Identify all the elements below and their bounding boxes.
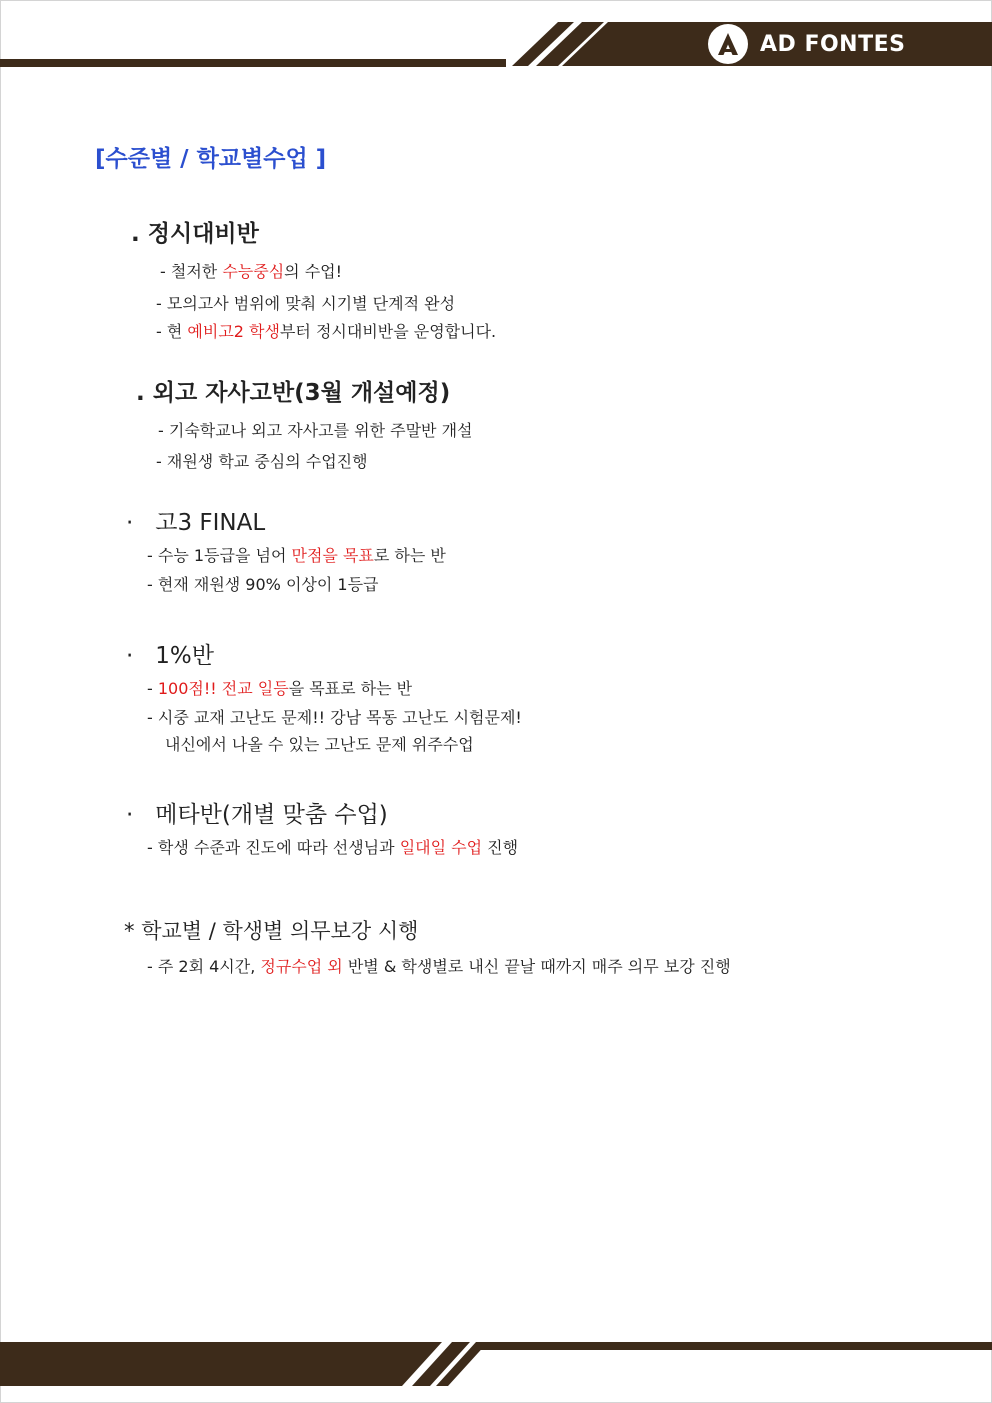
line-text: 의 수업! <box>284 262 343 281</box>
section-5-heading <box>126 796 388 829</box>
section-5-line-1 <box>147 835 518 858</box>
footer-band <box>0 1330 992 1403</box>
line-text: 반별 & 학생별로 내신 끝날 때까지 매주 의무 보강 진행 <box>342 957 731 976</box>
section-3-bullet: · <box>126 510 134 536</box>
section-1-line-2 <box>156 291 455 314</box>
line-text: - 현 <box>156 322 188 341</box>
section-5-bullet: · <box>126 802 134 828</box>
section-6-line-1 <box>147 954 731 977</box>
line-text: 내신에서 나올 수 있는 고난도 문제 위주수업 <box>165 735 474 754</box>
line-text: 부터 정시대비반을 운영합니다. <box>279 322 497 341</box>
section-4-line-1 <box>147 676 412 699</box>
header-band-strip <box>0 59 506 67</box>
line-text: - 재원생 학교 중심의 수업진행 <box>156 452 368 471</box>
highlight-text: 만점을 목표 <box>291 546 374 565</box>
page-title: [수준별 / 학교별수업 ] <box>95 146 327 172</box>
line-text: - 수능 1등급을 넘어 <box>147 546 292 565</box>
highlight-text: 수능중심 <box>222 262 285 281</box>
line-text: - 기숙학교나 외고 자사고를 위한 주말반 개설 <box>158 421 473 440</box>
highlight-text: 일대일 수업 <box>399 838 483 857</box>
line-text: 진행 <box>482 838 519 857</box>
section-3-line-2 <box>147 572 379 595</box>
line-text: - 학생 수준과 진도에 따라 선생님과 <box>147 838 400 857</box>
section-2-title: 외고 자사고반(3월 개설예정) <box>152 380 451 406</box>
section-2-line-2 <box>156 449 368 472</box>
section-1-line-3 <box>156 319 496 342</box>
section-5-title: 메타반(개별 맞춤 수업) <box>155 802 388 828</box>
line-text: - 철저한 <box>160 262 223 281</box>
footer-band-strip <box>478 1342 992 1350</box>
highlight-text: 100점!! 전교 일등 <box>157 679 289 698</box>
section-1-heading <box>131 215 259 248</box>
section-4-heading <box>126 637 214 670</box>
section-1-line-1 <box>160 259 342 282</box>
highlight-text: 예비고2 학생 <box>187 322 280 341</box>
section-2-heading <box>136 374 450 407</box>
section-2-line-1 <box>158 418 473 441</box>
section-2-bullet: . <box>136 380 145 406</box>
section-6-title: 학교별 / 학생별 의무보강 시행 <box>141 919 419 943</box>
brand-name: AD FONTES <box>760 31 906 57</box>
line-text: 로 하는 반 <box>373 546 446 565</box>
line-text: - 모의고사 범위에 맞춰 시기별 단계적 완성 <box>156 294 456 313</box>
line-text: - 주 2회 4시간, <box>147 957 261 976</box>
footer-band-block <box>0 1342 442 1386</box>
section-1-bullet: . <box>131 221 140 247</box>
section-3-title: 고3 FINAL <box>155 510 266 536</box>
line-text: - 현재 재원생 90% 이상이 1등급 <box>147 575 379 594</box>
section-3-heading <box>126 504 265 537</box>
line-text: 을 목표로 하는 반 <box>288 679 413 698</box>
section-4-title: 1%반 <box>155 643 214 669</box>
brand-logo <box>708 24 905 64</box>
highlight-text: 정규수업 외 <box>260 957 343 976</box>
section-1-title: 정시대비반 <box>147 221 259 247</box>
section-6-heading <box>124 915 418 945</box>
section-4-line-3 <box>165 732 474 755</box>
section-3-line-1 <box>147 543 446 566</box>
section-4-bullet: · <box>126 643 134 669</box>
brand-logo-icon <box>708 24 748 64</box>
line-text: - <box>147 679 158 698</box>
line-text: - 시중 교재 고난도 문제!! 강남 목동 고난도 시험문제! <box>147 708 522 727</box>
section-4-line-2 <box>147 705 522 728</box>
section-6-bullet: * <box>124 919 135 943</box>
